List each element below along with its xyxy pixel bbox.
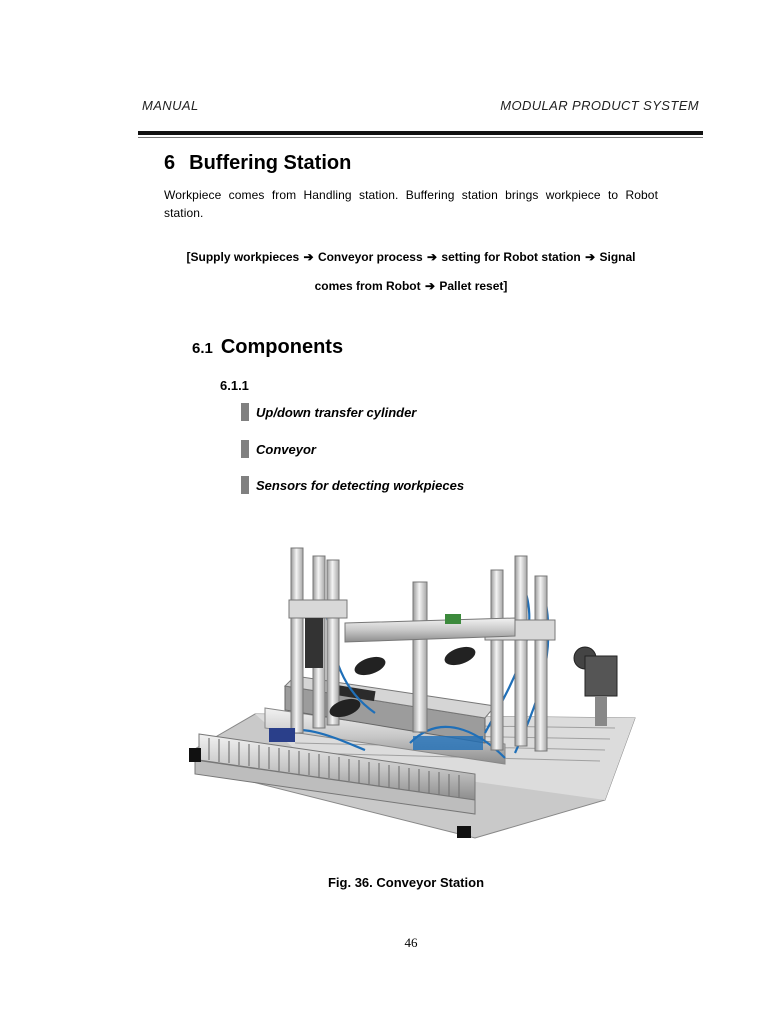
conveyor-station-photo [185, 538, 637, 843]
bullet-bar-icon [241, 403, 249, 421]
header-right: MODULAR PRODUCT SYSTEM [500, 98, 699, 113]
process-flow-line-1 [138, 250, 684, 264]
intro-paragraph: Workpiece comes from Handling station. Buffering station brings workpiece to Robot station. [164, 188, 658, 220]
flow-step: Pallet reset [439, 279, 504, 293]
section-title: Buffering Station [189, 152, 352, 174]
process-flow-line-2 [138, 279, 684, 293]
flow-step: Conveyor process [317, 250, 423, 264]
component-label: Up/down transfer cylinder [256, 404, 417, 420]
header-rule-thin [138, 137, 703, 138]
component-item [241, 440, 316, 458]
component-label: Sensors for detecting workpieces [256, 477, 465, 493]
arrow-icon: ➔ [303, 250, 314, 264]
subsubsection-number: 6.1.1 [220, 378, 249, 393]
flow-step: Supply workpieces [190, 250, 300, 264]
flow-step: setting for Robot station [441, 250, 581, 264]
header-left: MANUAL [142, 98, 199, 113]
flow-bracket-open: [ [186, 250, 191, 264]
arrow-icon: ➔ [585, 250, 596, 264]
arrow-icon: ➔ [427, 250, 438, 264]
flow-step: comes from Robot [314, 279, 421, 293]
component-item [241, 403, 416, 421]
flow-bracket-close: ] [503, 279, 508, 293]
flow-step: Signal [599, 250, 636, 264]
arrow-icon: ➔ [424, 279, 436, 293]
header-rule-thick [138, 131, 703, 135]
section-heading [164, 152, 351, 175]
figure-caption: Fig. 36. Conveyor Station [327, 875, 485, 890]
bullet-bar-icon [241, 440, 249, 458]
bullet-bar-icon [241, 476, 249, 494]
subsection-number: 6.1 [192, 340, 213, 357]
section-number: 6 [164, 152, 176, 174]
subsection-heading [192, 336, 343, 359]
component-item [241, 476, 464, 494]
component-label: Conveyor [256, 441, 316, 457]
page-number: 46 [404, 935, 418, 950]
subsection-title: Components [220, 336, 344, 358]
